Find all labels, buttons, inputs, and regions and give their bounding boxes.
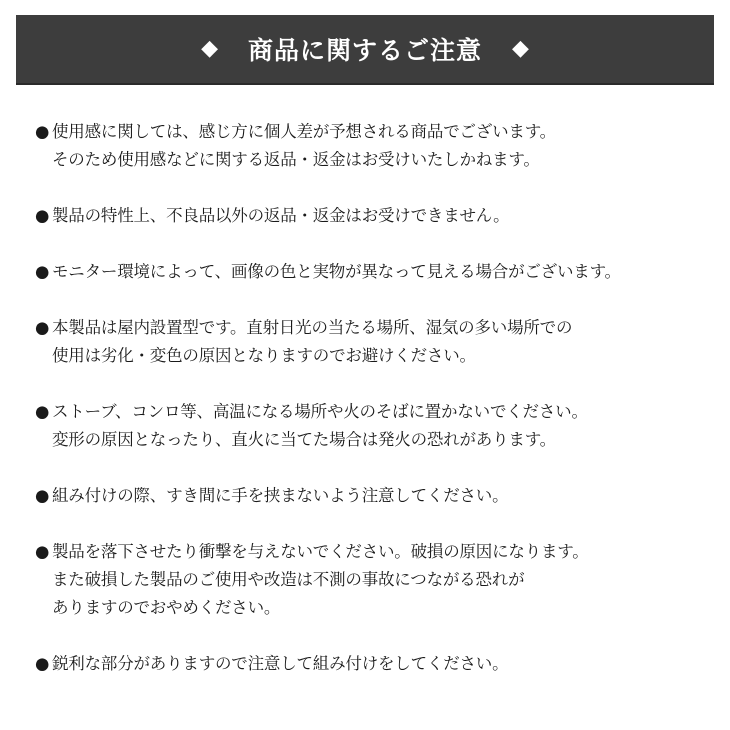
bullet-icon: ●: [35, 262, 50, 281]
notice-text: また破損した製品のご使用や改造は不測の事故につながる恐れが: [52, 570, 525, 589]
notice-text: 変形の原因となったり、直火に当てた場合は発火の恐れがあります。: [52, 430, 556, 449]
notice-item: [35, 482, 725, 510]
bullet-icon: ●: [35, 206, 50, 225]
notice-line: [35, 118, 725, 146]
notice-item: [35, 314, 725, 370]
notice-line: [35, 566, 725, 594]
diamond-right-icon: ◆: [512, 36, 529, 61]
bullet-icon: ●: [35, 654, 50, 673]
notice-line: [35, 146, 725, 174]
notice-item: [35, 258, 725, 286]
notice-list: [35, 118, 725, 706]
notice-text: 組み付けの際、すき間に手を挟まないよう注意してください。: [52, 486, 509, 505]
notice-text: モニター環境によって、画像の色と実物が異なって見える場合がございます。: [52, 262, 621, 281]
notice-item: [35, 650, 725, 678]
notice-line: [35, 594, 725, 622]
notice-text: 製品を落下させたり衝撃を与えないでください。破損の原因になります。: [52, 542, 589, 561]
notice-item: [35, 538, 725, 622]
notice-text: ありますのでおやめください。: [52, 598, 281, 617]
notice-line: [35, 314, 725, 342]
notice-item: [35, 202, 725, 230]
notice-line: [35, 650, 725, 678]
bullet-icon: ●: [35, 402, 50, 421]
notice-item: [35, 398, 725, 454]
bullet-icon: ●: [35, 486, 50, 505]
notice-line: [35, 398, 725, 426]
notice-text: 製品の特性上、不良品以外の返品・返金はお受けできません。: [52, 206, 510, 225]
notice-text: そのため使用感などに関する返品・返金はお受けいたしかねます。: [52, 150, 540, 169]
notice-line: [35, 482, 725, 510]
notice-line: [35, 426, 725, 454]
diamond-left-icon: ◆: [201, 36, 218, 61]
notice-text: 鋭利な部分がありますので注意して組み付けをしてください。: [52, 654, 509, 673]
bullet-icon: ●: [35, 318, 50, 337]
notice-text: 使用感に関しては、感じ方に個人差が予想される商品でございます。: [52, 122, 556, 141]
notice-line: [35, 202, 725, 230]
bullet-icon: ●: [35, 542, 50, 561]
bullet-icon: ●: [35, 122, 50, 141]
page-title: 商品に関するご注意: [247, 36, 482, 65]
header-banner: [16, 15, 714, 85]
notice-line: [35, 342, 725, 370]
notice-text: 本製品は屋内設置型です。直射日光の当たる場所、湿気の多い場所での: [52, 318, 573, 337]
notice-item: [35, 118, 725, 174]
notice-line: [35, 258, 725, 286]
notice-text: 使用は劣化・変色の原因となりますのでお避けください。: [52, 346, 476, 365]
notice-line: [35, 538, 725, 566]
notice-text: ストーブ、コンロ等、高温になる場所や火のそばに置かないでください。: [52, 402, 588, 421]
